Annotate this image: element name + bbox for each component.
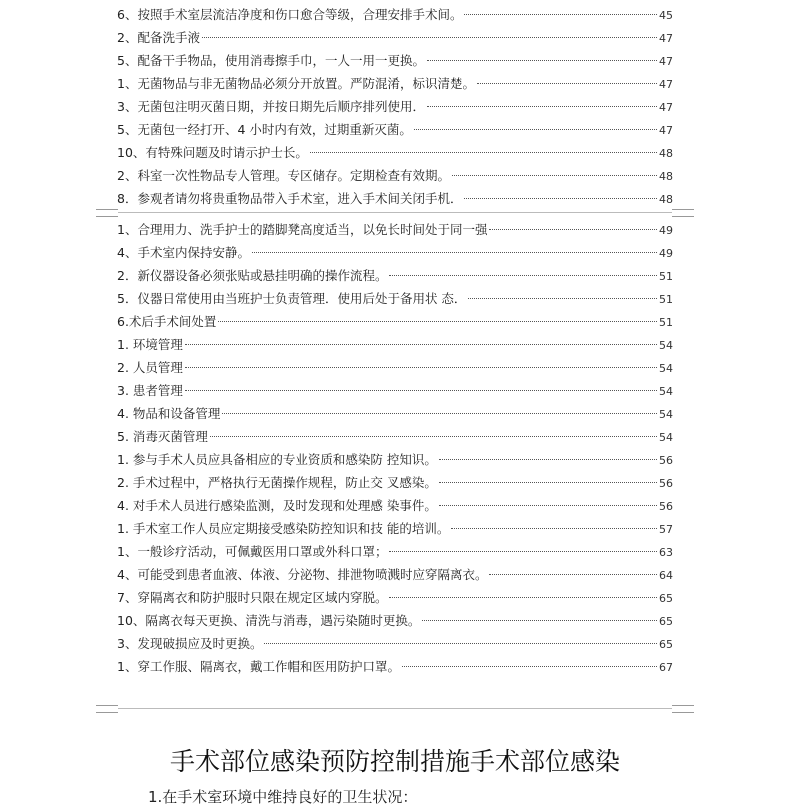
toc-page-number: 48 <box>659 193 673 206</box>
toc-entry-text: 5．仪器日常使用由当班护士负责管理．使用后处于备用状 态． <box>117 291 467 306</box>
section-first-line: 1.在手术室环境中维持良好的卫生状况： <box>148 788 418 806</box>
toc-entry[interactable] <box>117 187 673 210</box>
toc-entry[interactable] <box>117 494 673 517</box>
toc-dot-leader <box>452 175 657 176</box>
toc-dot-leader <box>389 551 657 552</box>
toc-entry[interactable] <box>117 540 673 563</box>
page-break-divider <box>96 705 694 713</box>
toc-entry-text: 1、穿工作服、隔离衣，戴工作帽和医用防护口罩。 <box>117 659 400 674</box>
toc-dot-leader <box>451 528 657 529</box>
toc-entry[interactable] <box>117 310 673 333</box>
toc-entry[interactable] <box>117 164 673 187</box>
toc-entry-text: 2、配备洗手液 <box>117 30 200 45</box>
toc-dot-leader <box>427 106 657 107</box>
toc-page-number: 65 <box>659 638 673 651</box>
toc-entry-text: 4. 对手术人员进行感染监测，及时发现和处理感 染事件。 <box>117 498 437 513</box>
toc-dot-leader <box>202 37 657 38</box>
toc-entry-text: 1、合理用力、洗手护士的踏脚凳高度适当，以免长时间处于同一强 <box>117 222 488 237</box>
toc-entry-text: 2、科室一次性物品专人管理。专区储存。定期检查有效期。 <box>117 168 450 183</box>
toc-entry-text: 3、发现破损应及时更换。 <box>117 636 263 651</box>
toc-block-2 <box>117 218 673 678</box>
toc-entry[interactable] <box>117 448 673 471</box>
toc-page-number: 48 <box>659 147 673 160</box>
toc-dot-leader <box>414 129 657 130</box>
toc-entry-text: 10、隔离衣每天更换、清洗与消毒，遇污染随时更换。 <box>117 613 421 628</box>
toc-entry[interactable] <box>117 655 673 678</box>
toc-entry[interactable] <box>117 402 673 425</box>
toc-page-number: 54 <box>659 362 673 375</box>
toc-entry-text: 10、有特殊问题及时请示护士长。 <box>117 145 308 160</box>
toc-page-number: 56 <box>659 477 673 490</box>
toc-page-number: 63 <box>659 546 673 559</box>
toc-page-number: 54 <box>659 385 673 398</box>
toc-entry[interactable] <box>117 563 673 586</box>
toc-entry[interactable] <box>117 141 673 164</box>
toc-entry-text: 4. 物品和设备管理 <box>117 406 221 421</box>
toc-page-number: 47 <box>659 32 673 45</box>
toc-page-number: 49 <box>659 247 673 260</box>
toc-dot-leader <box>252 252 657 253</box>
toc-dot-leader <box>185 390 657 391</box>
toc-dot-leader <box>222 413 657 414</box>
toc-entry-text: 4、手术室内保持安静。 <box>117 245 250 260</box>
toc-dot-leader <box>218 321 657 322</box>
toc-dot-leader <box>185 344 657 345</box>
toc-entry-text: 5. 消毒灭菌管理 <box>117 429 208 444</box>
page-break-marker-right <box>672 705 694 713</box>
toc-entry[interactable] <box>117 517 673 540</box>
toc-entry-text: 1. 参与手术人员应具备相应的专业资质和感染防 控知识。 <box>117 452 437 467</box>
toc-page-number: 45 <box>659 9 673 22</box>
page-break-marker-left <box>96 209 118 217</box>
toc-entry-text: 6.术后手术间处置 <box>117 314 217 329</box>
toc-entry-text: 2. 手术过程中，严格执行无菌操作规程，防止交 叉感染。 <box>117 475 437 490</box>
toc-entry[interactable] <box>117 356 673 379</box>
toc-entry[interactable] <box>117 95 673 118</box>
toc-entry-text: 8．参观者请勿将贵重物品带入手术室，进入手术间关闭手机． <box>117 191 463 206</box>
toc-page-number: 51 <box>659 270 673 283</box>
toc-entry[interactable] <box>117 425 673 448</box>
toc-dot-leader <box>310 152 657 153</box>
toc-entry[interactable] <box>117 26 673 49</box>
toc-dot-leader <box>185 367 657 368</box>
toc-dot-leader <box>264 643 657 644</box>
toc-page-number: 57 <box>659 523 673 536</box>
toc-entry-text: 1. 环境管理 <box>117 337 183 352</box>
toc-entry-text: 1、一般诊疗活动，可佩戴医用口罩或外科口罩； <box>117 544 388 559</box>
toc-dot-leader <box>477 83 657 84</box>
toc-entry[interactable] <box>117 241 673 264</box>
toc-entry-text: 3、无菌包注明灭菌日期，并按日期先后顺序排列使用． <box>117 99 425 114</box>
toc-page-number: 47 <box>659 55 673 68</box>
toc-dot-leader <box>389 275 657 276</box>
toc-dot-leader <box>439 505 657 506</box>
section-heading: 手术部位感染预防控制措施手术部位感染 <box>169 747 620 776</box>
toc-dot-leader <box>389 597 657 598</box>
toc-entry-text: 7、穿隔离衣和防护服时只限在规定区域内穿脱。 <box>117 590 388 605</box>
page-break-divider <box>96 209 694 217</box>
toc-dot-leader <box>489 229 657 230</box>
toc-entry[interactable] <box>117 218 673 241</box>
toc-page-number: 65 <box>659 592 673 605</box>
toc-entry[interactable] <box>117 287 673 310</box>
toc-entry[interactable] <box>117 471 673 494</box>
toc-entry-text: 2. 人员管理 <box>117 360 183 375</box>
toc-entry-text: 1. 手术室工作人员应定期接受感染防控知识和技 能的培训。 <box>117 521 450 536</box>
toc-page-number: 47 <box>659 101 673 114</box>
toc-entry-text: 2．新仪器设备必须张贴或悬挂明确的操作流程。 <box>117 268 388 283</box>
page-break-marker-right <box>672 209 694 217</box>
toc-entry[interactable] <box>117 3 673 26</box>
toc-entry[interactable] <box>117 333 673 356</box>
toc-page-number: 54 <box>659 431 673 444</box>
toc-entry[interactable] <box>117 118 673 141</box>
toc-dot-leader <box>468 298 657 299</box>
toc-entry[interactable] <box>117 586 673 609</box>
toc-dot-leader <box>427 60 657 61</box>
toc-entry-text: 4、可能受到患者血液、体液、分泌物、排泄物喷溅时应穿隔离衣。 <box>117 567 488 582</box>
toc-entry-text: 5、无菌包一经打开、4 小时内有效，过期重新灭菌。 <box>117 122 412 137</box>
toc-page-number: 54 <box>659 339 673 352</box>
toc-dot-leader <box>464 198 657 199</box>
toc-page-number: 51 <box>659 316 673 329</box>
toc-page-number: 51 <box>659 293 673 306</box>
toc-entry[interactable] <box>117 379 673 402</box>
toc-page-number: 56 <box>659 454 673 467</box>
toc-page-number: 65 <box>659 615 673 628</box>
toc-entry[interactable] <box>117 632 673 655</box>
toc-entry[interactable] <box>117 72 673 95</box>
toc-entry-text: 5、配备干手物品，使用消毒擦手巾，一人一用一更换。 <box>117 53 425 68</box>
toc-dot-leader <box>422 620 657 621</box>
toc-dot-leader <box>210 436 657 437</box>
toc-page-number: 54 <box>659 408 673 421</box>
toc-entry-text: 1、无菌物品与非无菌物品必须分开放置。严防混淆，标识清楚。 <box>117 76 475 91</box>
toc-page-number: 47 <box>659 124 673 137</box>
toc-page-number: 48 <box>659 170 673 183</box>
page-break-marker-left <box>96 705 118 713</box>
toc-dot-leader <box>439 482 657 483</box>
toc-entry-text: 6、按照手术室层流洁净度和伤口愈合等级，合理安排手术间。 <box>117 7 463 22</box>
toc-dot-leader <box>402 666 657 667</box>
toc-page-number: 49 <box>659 224 673 237</box>
toc-page-number: 47 <box>659 78 673 91</box>
toc-entry-text: 3. 患者管理 <box>117 383 183 398</box>
toc-page-number: 67 <box>659 661 673 674</box>
toc-entry[interactable] <box>117 264 673 287</box>
toc-dot-leader <box>464 14 657 15</box>
toc-dot-leader <box>489 574 657 575</box>
toc-dot-leader <box>439 459 657 460</box>
toc-page-number: 56 <box>659 500 673 513</box>
toc-entry[interactable] <box>117 609 673 632</box>
toc-block-1 <box>117 3 673 210</box>
toc-page-number: 64 <box>659 569 673 582</box>
toc-entry[interactable] <box>117 49 673 72</box>
